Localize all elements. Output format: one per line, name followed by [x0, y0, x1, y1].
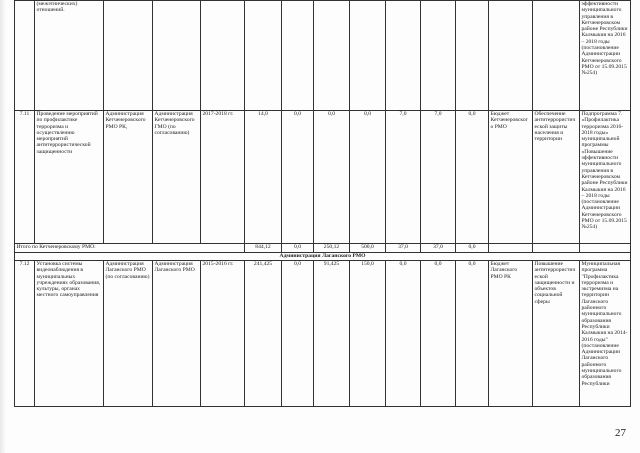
cell-value-3: 150,0 — [350, 261, 386, 407]
cell-executor: Администрация Кетченеровского РМО РК, — [104, 111, 153, 244]
cell-result: Обеспечение антитеррористической защиты населения и территории — [533, 111, 580, 244]
cell-partner: Администрация Лаганского РМО — [153, 261, 201, 407]
section-heading-row — [15, 253, 631, 261]
cell-partner: Администрация Кетченеровского ГМО (по согласованию) — [153, 111, 201, 244]
cell-value-6: 0,0 — [456, 261, 489, 407]
cell-value-2: 250,12 — [314, 244, 350, 253]
cell-value-1: 0,0 — [282, 244, 314, 253]
cell-name: Установка системы видеонаблюдения в муниципальных учреждениях образования, культуры, органах местного самоуправления — [35, 261, 104, 407]
cell-value-1: 0,0 — [282, 261, 314, 407]
cell-num: 7.12 — [15, 261, 35, 407]
scan-edge-shadow — [0, 0, 6, 453]
cell-program: Подпрограмма 7. «Профилактика терроризма 2016-2018 годы» муниципальной программы «Повышение эффективности муниципального управления в Кетченеровском районе Республики Калмыкия на 2016 – 2018 годы (постановление Администрации Кетченеровского РМО от 15.09.2015 №254) — [580, 111, 631, 244]
cell-value-4: 7,0 — [386, 111, 421, 244]
cell-value-5: 7,0 — [421, 111, 456, 244]
cell-source: Бюджет Лаганского РМО РК — [489, 261, 533, 407]
cell-total: 844,12 — [245, 244, 282, 253]
table-row-7-11 — [15, 111, 631, 244]
page-number: 27 — [615, 427, 626, 439]
cell-program: Муниципальная программа "Профилактика терроризма и экстремизма на территории Лаганского районного муниципального образования Республики Калмыкия на 2014-2016 годы" (постановление Администрации Лаганского районного муниципального образования Республики — [580, 261, 631, 407]
cell-executor: Администрация Лаганского РМО (по согласованию) — [104, 261, 153, 407]
cell-total-label: Итого по Кетченеровскому РМО: — [15, 244, 245, 253]
cell-value-3: 500,0 — [350, 244, 386, 253]
cell-value-5: 37,0 — [421, 244, 456, 253]
cell-value-6: 0,0 — [456, 244, 489, 253]
cell-name: (межэтнических) отношений. — [35, 1, 104, 111]
cell-value-6: 0,0 — [456, 111, 489, 244]
cell-period: 2017-2018 гг. — [201, 111, 245, 244]
table-row-continuation — [15, 1, 631, 111]
cell-period: 2015-2016 гг. — [201, 261, 245, 407]
cell-program: эффективности муниципального управления в Кетченеровском районе Республики Калмыкия на 2016 – 2018 годы (постановление Администрации Кетченеровского РМО от 15.09.2015 №254) — [580, 1, 631, 111]
cell-total: 14,0 — [245, 111, 282, 244]
table-row-7-12 — [15, 261, 631, 407]
cell-value-2: 0,0 — [314, 111, 350, 244]
cell-value-3: 0,0 — [350, 111, 386, 244]
cell-value-5: 0,0 — [421, 261, 456, 407]
section-heading: Администрация Лаганского РМО — [15, 253, 631, 261]
cell-value-4: 37,0 — [386, 244, 421, 253]
cell-total: 241,425 — [245, 261, 282, 407]
cell-result: Повышение антитеррористической защищенности и объектов социальной сферы — [533, 261, 580, 407]
measures-table — [14, 0, 631, 407]
cell-value-1: 0,0 — [282, 111, 314, 244]
cell-source: Бюджет Кетченеровского РМО — [489, 111, 533, 244]
cell-num: 7.11 — [15, 111, 35, 244]
cell-value-2: 91,425 — [314, 261, 350, 407]
cell-name: Проведение мероприятий по профилактике терроризма и осуществлению мероприятий антитеррористической защищенности — [35, 111, 104, 244]
table-row-total — [15, 244, 631, 253]
cell-value-4: 0,0 — [386, 261, 421, 407]
cell-num — [15, 1, 35, 111]
